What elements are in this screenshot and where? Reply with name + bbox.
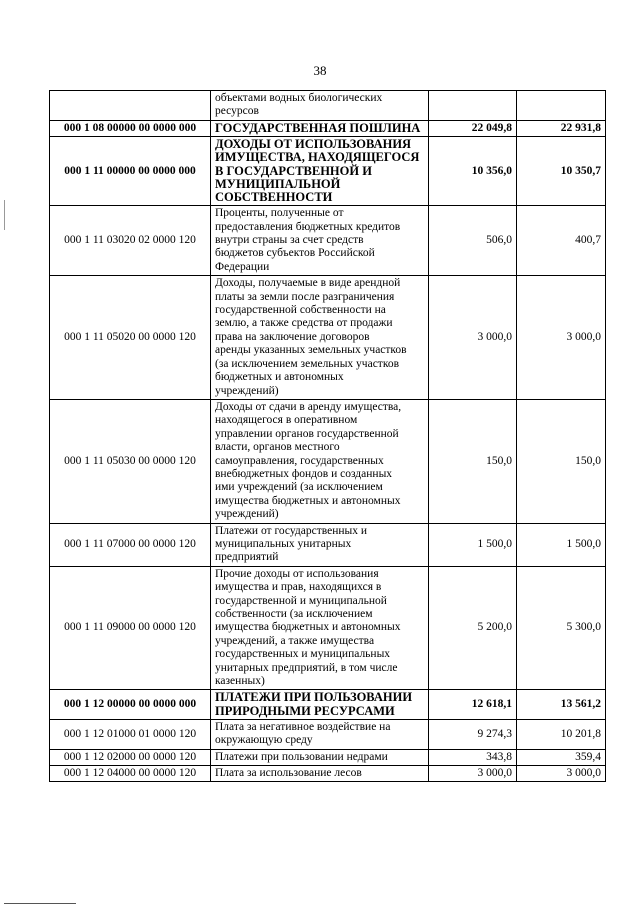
row-value-2021: 150,0 [517,399,606,523]
row-value-2021: 400,7 [517,206,606,276]
row-code: 000 1 12 02000 00 0000 120 [50,749,211,765]
row-value-2020 [429,91,517,121]
row-value-2021: 13 561,2 [517,690,606,719]
budget-revenue-table [49,90,606,782]
row-value-2021: 359,4 [517,749,606,765]
row-name: ГОСУДАРСТВЕННАЯ ПОШЛИНА [211,120,429,136]
row-value-2020: 22 049,8 [429,120,517,136]
table-row [50,206,606,276]
row-value-2021: 10 350,7 [517,137,606,206]
row-name: Доходы, получаемые в виде арендной платы за земли после разграничения государственной собственности на землю, а также средства от продажи права на заключение договоров аренды указанных земельных участков (за исключением земельных участков бюджетных и автономных учреждений) [211,276,429,400]
table-row [50,566,606,690]
table-row [50,690,606,719]
row-code: 000 1 11 00000 00 0000 000 [50,137,211,206]
footer-rule [4,903,76,904]
row-value-2020: 9 274,3 [429,719,517,749]
table-row [50,120,606,136]
table-row [50,523,606,566]
row-value-2021: 1 500,0 [517,523,606,566]
row-name: Доходы от сдачи в аренду имущества, находящегося в оперативном управлении органов государственной власти, органов местного самоуправления, государственных внебюджетных фондов и созданных ими учреждений (за исключением имущества бюджетных и автономных учреждений) [211,399,429,523]
page-number: 38 [313,63,327,78]
table-row [50,766,606,782]
row-value-2020: 3 000,0 [429,766,517,782]
row-value-2020: 10 356,0 [429,137,517,206]
row-value-2021: 5 300,0 [517,566,606,690]
row-name: Платежи при пользовании недрами [211,749,429,765]
row-value-2021 [517,91,606,121]
row-value-2021: 3 000,0 [517,276,606,400]
row-name: ПЛАТЕЖИ ПРИ ПОЛЬЗОВАНИИ ПРИРОДНЫМИ РЕСУРСАМИ [211,690,429,719]
margin-mark [4,200,5,230]
row-code: 000 1 08 00000 00 0000 000 [50,120,211,136]
row-value-2020: 1 500,0 [429,523,517,566]
row-name: Проценты, полученные от предоставления бюджетных кредитов внутри страны за счет средств бюджетов субъектов Российской Федерации [211,206,429,276]
row-code: 000 1 11 05030 00 0000 120 [50,399,211,523]
table-row [50,137,606,206]
table-row [50,749,606,765]
table-row [50,276,606,400]
row-name: Плата за негативное воздействие на окружающую среду [211,719,429,749]
row-value-2020: 3 000,0 [429,276,517,400]
row-name: Прочие доходы от использования имущества и прав, находящихся в государственной и муниципальной собственности (за исключением имущества бюджетных и автономных учреждений, а также имущества государственных и муниципальных унитарных предприятий, в том числе казенных) [211,566,429,690]
row-code: 000 1 11 03020 02 0000 120 [50,206,211,276]
row-code: 000 1 11 07000 00 0000 120 [50,523,211,566]
row-code: 000 1 12 01000 01 0000 120 [50,719,211,749]
row-code: 000 1 11 09000 00 0000 120 [50,566,211,690]
table-row [50,399,606,523]
row-code [50,91,211,121]
row-value-2020: 12 618,1 [429,690,517,719]
row-name: объектами водных биологических ресурсов [211,91,429,121]
table-row [50,719,606,749]
row-name: Платежи от государственных и муниципальных унитарных предприятий [211,523,429,566]
row-code: 000 1 11 05020 00 0000 120 [50,276,211,400]
row-name: Плата за использование лесов [211,766,429,782]
row-name: ДОХОДЫ ОТ ИСПОЛЬЗОВАНИЯ ИМУЩЕСТВА, НАХОДЯЩЕГОСЯ В ГОСУДАРСТВЕННОЙ И МУНИЦИПАЛЬНОЙ СОБСТВЕННОСТИ [211,137,429,206]
row-value-2020: 150,0 [429,399,517,523]
row-value-2020: 506,0 [429,206,517,276]
row-value-2020: 5 200,0 [429,566,517,690]
row-value-2021: 3 000,0 [517,766,606,782]
row-code: 000 1 12 04000 00 0000 120 [50,766,211,782]
row-code: 000 1 12 00000 00 0000 000 [50,690,211,719]
row-value-2020: 343,8 [429,749,517,765]
row-value-2021: 22 931,8 [517,120,606,136]
row-value-2021: 10 201,8 [517,719,606,749]
table-row [50,91,606,121]
